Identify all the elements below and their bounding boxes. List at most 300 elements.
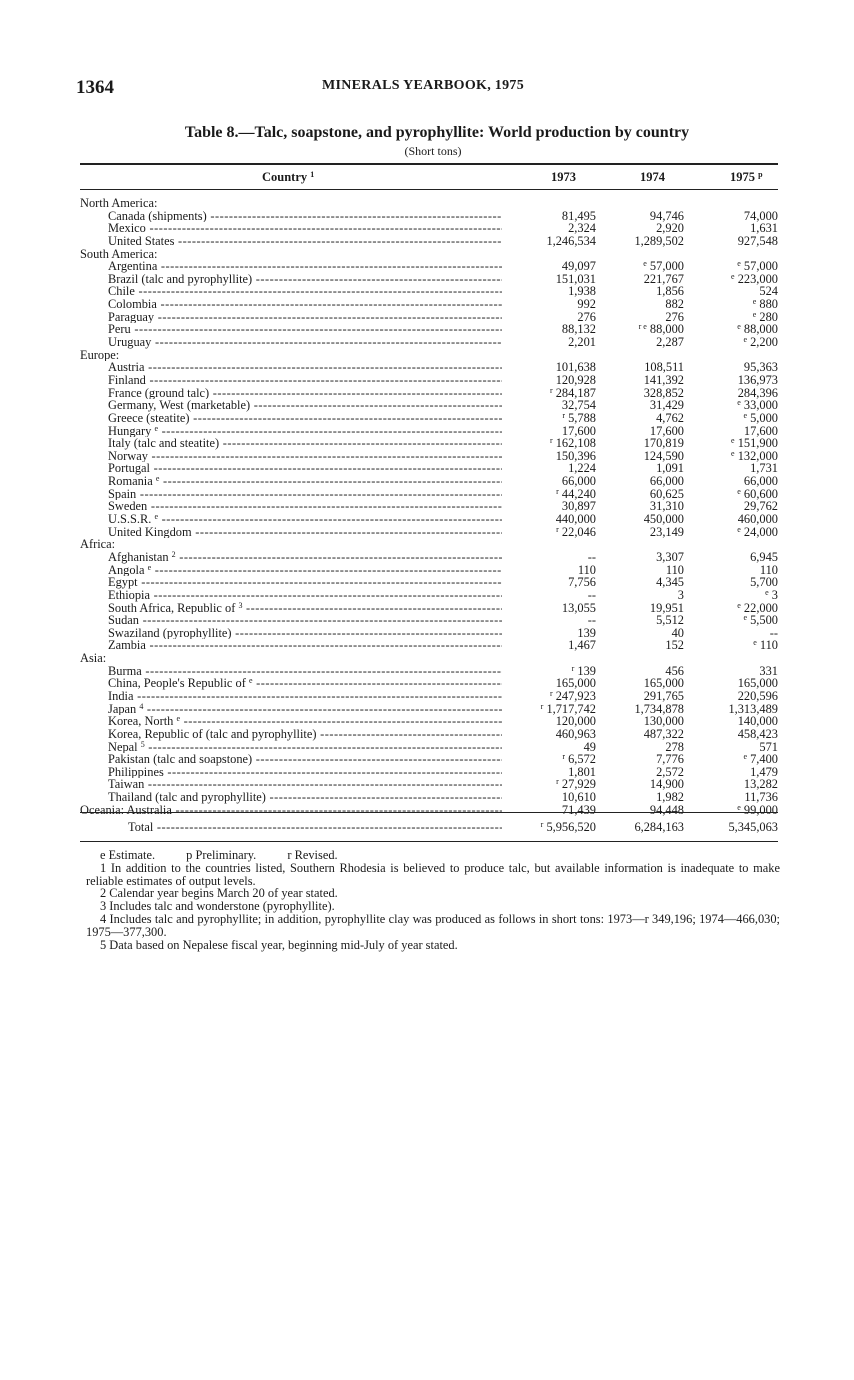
country-label	[108, 323, 502, 336]
country-label	[108, 222, 502, 235]
country-label	[108, 728, 502, 741]
value-1974	[584, 235, 684, 248]
value-note: e	[752, 297, 757, 307]
country-name: Italy (talc and steatite)	[108, 437, 220, 450]
value: 49,097	[561, 259, 596, 274]
value: 31,310	[649, 499, 684, 514]
value-note: r	[540, 701, 544, 711]
value: 1,246,534	[546, 233, 596, 248]
country-label	[108, 500, 502, 513]
country-name: Egypt	[108, 576, 138, 589]
country-label	[108, 614, 502, 627]
value-note: r	[562, 410, 565, 420]
value: 276	[665, 309, 684, 324]
country-note: 5	[140, 740, 145, 749]
value: 2,572	[656, 764, 684, 779]
table-row	[80, 526, 780, 539]
value: 1,801	[568, 764, 596, 779]
legend-revised: r Revised.	[287, 848, 338, 862]
country-name: United Kingdom	[108, 525, 192, 539]
country-label	[108, 475, 502, 488]
value: 882	[665, 297, 684, 312]
value: 66,000	[743, 474, 778, 489]
value: 280	[759, 309, 778, 324]
region-label	[80, 349, 502, 362]
country-label	[108, 387, 502, 400]
value: 40	[671, 625, 684, 640]
value: 3	[771, 587, 778, 602]
value-1975	[678, 336, 778, 349]
country-label	[108, 627, 502, 640]
country-name: Mexico	[108, 222, 146, 235]
value: 331	[759, 663, 778, 678]
value-note: e	[765, 587, 769, 597]
value: 5,700	[750, 575, 778, 590]
value: 24,000	[743, 524, 778, 539]
value: 458,423	[737, 726, 778, 741]
value: 1,734,878	[634, 701, 684, 716]
value-note: e	[737, 802, 741, 812]
value: 94,746	[649, 208, 684, 223]
country-label	[108, 639, 502, 652]
table-row	[80, 639, 780, 652]
value: 165,000	[555, 676, 596, 691]
value-note: e	[643, 259, 647, 269]
country-name: Austria	[108, 361, 145, 374]
total-label: Total -----	[128, 820, 502, 834]
region-label	[80, 538, 502, 551]
value: 927,548	[737, 233, 778, 248]
country-label	[80, 804, 502, 817]
value: 17,600	[649, 423, 684, 438]
country-name: Peru	[108, 323, 131, 337]
country-name: Argentina	[108, 260, 158, 273]
value-1975	[678, 576, 778, 589]
value: 456	[665, 663, 684, 678]
legend-estimate: e Estimate.	[100, 848, 156, 862]
country-name: North America:	[80, 197, 158, 210]
value: 2,287	[656, 335, 684, 350]
country-name: China, People's Republic of	[108, 677, 246, 690]
table-total-rule	[80, 812, 778, 813]
country-label	[108, 399, 502, 412]
value-note: e	[737, 600, 741, 610]
value: 23,149	[649, 524, 684, 539]
legend-preliminary: p Preliminary.	[186, 848, 257, 862]
country-name: Korea, Republic of (talc and pyrophyllite)	[108, 727, 317, 741]
value: 7,756	[568, 575, 596, 590]
country-name: France (ground talc)	[108, 386, 210, 400]
value: --	[769, 625, 778, 640]
value: 130,000	[643, 714, 684, 729]
country-name: Afghanistan	[108, 550, 169, 564]
value: 94,448	[649, 802, 684, 817]
footnote-4: 4 Includes talc and pyrophyllite; in addition, pyrophyllite clay was produced as follows in short tons: 1973—r 349,196; 1974—466,030; 1975—377,300.	[86, 911, 780, 939]
value: 1,717,742	[546, 701, 596, 716]
column-footnote-mark: 1	[310, 170, 315, 179]
country-label	[108, 665, 502, 678]
footnotes	[86, 849, 780, 951]
country-label	[108, 336, 502, 349]
value: 136,973	[737, 372, 778, 387]
region-label	[80, 652, 502, 665]
value: 95,363	[743, 360, 778, 375]
country-note: e	[147, 563, 152, 572]
value: 3	[677, 587, 684, 602]
value: 276	[577, 309, 596, 324]
value: 1,731	[750, 461, 778, 476]
country-name: Colombia	[108, 298, 157, 311]
value: 7,400	[750, 752, 778, 767]
table-row	[80, 576, 780, 589]
country-label	[108, 260, 502, 273]
country-label	[108, 778, 502, 791]
country-name: Brazil (talc and pyrophyllite)	[108, 272, 253, 286]
country-name: Korea, North	[108, 715, 174, 728]
country-note: 2	[171, 550, 176, 559]
country-note: e	[176, 715, 181, 724]
value: 17,600	[561, 423, 596, 438]
value: 30,897	[561, 499, 596, 514]
column-header-country	[262, 170, 314, 185]
value-note: r	[549, 436, 553, 446]
value: 120,000	[555, 714, 596, 729]
value-1973	[496, 639, 596, 652]
column-header-label: Country	[262, 170, 308, 184]
country-name: Paraguay	[108, 310, 155, 324]
value: 221,767	[643, 271, 684, 286]
value: 328,852	[643, 385, 684, 400]
value: 4,345	[656, 575, 684, 590]
value-note: e	[737, 486, 741, 496]
value: 571	[759, 739, 778, 754]
value: 33,000	[743, 398, 778, 413]
value-note: r	[562, 752, 565, 762]
country-name: Asia:	[80, 652, 107, 665]
country-name: Philippines	[108, 765, 164, 779]
value: 66,000	[561, 474, 596, 489]
country-name: Japan	[108, 702, 137, 716]
value-note: e	[743, 752, 747, 762]
value-note: e	[737, 524, 741, 534]
value-note: e	[737, 398, 741, 408]
value: 139	[577, 625, 596, 640]
value: 151,031	[555, 271, 596, 286]
table-top-rule	[80, 163, 778, 165]
country-note: e	[248, 677, 253, 686]
value-1973	[496, 336, 596, 349]
value: 101,638	[555, 360, 596, 375]
value-1973	[496, 235, 596, 248]
country-name: Romania	[108, 475, 153, 488]
value: 1,479	[750, 764, 778, 779]
value-note: e	[753, 638, 757, 648]
value-1974	[584, 576, 684, 589]
value: 110	[665, 562, 684, 577]
country-name: Zambia	[108, 639, 146, 653]
value: --	[587, 613, 596, 628]
country-label	[108, 450, 502, 463]
column-header-1973	[551, 170, 576, 185]
country-label	[108, 576, 502, 589]
value: 2,200	[750, 335, 778, 350]
country-name: Hungary	[108, 424, 152, 438]
value-note: r	[549, 688, 553, 698]
region-label	[80, 248, 502, 261]
country-label	[108, 513, 502, 526]
value: 150,396	[555, 448, 596, 463]
region-label	[80, 197, 502, 210]
country-label	[108, 361, 502, 374]
value: 5,956,520	[546, 820, 596, 834]
value: 139	[577, 663, 596, 678]
value: 4,762	[656, 410, 684, 425]
value: 151,900	[737, 436, 778, 451]
value: 165,000	[643, 676, 684, 691]
value: 110	[759, 562, 778, 577]
value: 6,572	[568, 752, 596, 767]
page-number: 1364	[76, 77, 114, 98]
value: 460,963	[555, 726, 596, 741]
value: 7,776	[656, 752, 684, 767]
value: 165,000	[737, 676, 778, 691]
country-name: Chile	[108, 285, 135, 299]
country-label	[108, 488, 502, 501]
value: 132,000	[737, 448, 778, 463]
table-body	[80, 197, 780, 816]
value-1973	[496, 804, 596, 817]
value: 31,429	[649, 398, 684, 413]
value: 3,307	[656, 549, 684, 564]
country-name: Greece (steatite)	[108, 411, 190, 425]
value: 74,000	[743, 208, 778, 223]
country-label	[108, 462, 502, 475]
value-note: r	[540, 820, 544, 829]
footnote-2: 2 Calendar year begins March 20 of year stated.	[100, 886, 338, 901]
country-label	[108, 273, 502, 286]
total-row	[80, 820, 780, 834]
footnote-legend	[86, 849, 780, 862]
country-name: Angola	[108, 563, 145, 577]
value: 5,512	[656, 613, 684, 628]
value: 1,856	[656, 284, 684, 299]
value: 278	[665, 739, 684, 754]
country-name: United States	[108, 234, 175, 248]
value: 1,224	[568, 461, 596, 476]
country-label	[108, 602, 502, 615]
value: 170,819	[643, 436, 684, 451]
value: 27,929	[561, 777, 596, 792]
footnote-5: 5 Data based on Nepalese fiscal year, beginning mid-July of year stated.	[100, 937, 458, 952]
value-note: e	[743, 410, 747, 420]
value: 22,046	[561, 524, 596, 539]
value-note: r	[556, 524, 559, 534]
value: 108,511	[644, 360, 684, 375]
country-label	[108, 298, 502, 311]
country-label	[108, 564, 502, 577]
value: 450,000	[643, 512, 684, 527]
column-footnote-mark: p	[758, 170, 763, 179]
country-name: South America:	[80, 247, 158, 261]
table-bottom-rule	[80, 841, 778, 842]
value-1974	[584, 639, 684, 652]
value-1975	[678, 235, 778, 248]
value: 880	[759, 297, 778, 312]
column-header-1975	[730, 170, 763, 185]
value-note: e	[731, 448, 735, 458]
column-header-label: 1973	[551, 170, 576, 184]
value-note: r	[556, 486, 559, 496]
country-label	[108, 526, 502, 539]
country-label	[108, 551, 502, 564]
total-1974: 6,284,163	[634, 820, 684, 834]
total-1975: 5,345,063	[728, 820, 778, 834]
table-subtitle: (Short tons)	[404, 144, 462, 158]
value: 11,736	[744, 790, 778, 805]
value: 440,000	[555, 512, 596, 527]
value-1973	[496, 602, 596, 615]
country-label	[108, 235, 502, 248]
country-label	[108, 741, 502, 754]
value: 2,324	[568, 221, 596, 236]
value: 460,000	[737, 512, 778, 527]
country-label	[108, 690, 502, 703]
value: 88,132	[561, 322, 596, 337]
country-label	[108, 285, 502, 298]
value-1974	[584, 614, 684, 627]
country-label	[108, 677, 502, 690]
country-label	[108, 437, 502, 450]
value: 17,600	[743, 423, 778, 438]
value: 1,289,502	[634, 233, 684, 248]
country-label	[108, 589, 502, 602]
value: 152	[665, 638, 684, 653]
table-row	[80, 804, 780, 817]
table-title: Table 8.—Talc, soapstone, and pyrophyllite: World production by country	[184, 124, 690, 141]
value: 60,600	[743, 486, 778, 501]
value: 19,951	[649, 600, 684, 615]
value: 88,000	[743, 322, 778, 337]
value: 1,938	[568, 284, 596, 299]
value-1975	[678, 639, 778, 652]
country-note: e	[154, 513, 159, 522]
country-name: Uruguay	[108, 336, 152, 349]
value: 99,000	[743, 802, 778, 817]
table-row	[80, 336, 780, 349]
country-name: Portugal	[108, 462, 150, 476]
value: 110	[759, 638, 778, 653]
column-header-1974	[640, 170, 665, 185]
country-label	[108, 715, 502, 728]
value: 49	[583, 739, 596, 754]
value-1975	[678, 526, 778, 539]
value: 5,788	[568, 410, 596, 425]
value: 71,439	[561, 802, 596, 817]
value-1974	[584, 804, 684, 817]
value: 220,596	[737, 688, 778, 703]
country-name: Sudan	[108, 614, 139, 627]
value: 1,313,489	[728, 701, 778, 716]
value: 247,923	[555, 688, 596, 703]
value: 124,590	[643, 448, 684, 463]
value: 2,201	[568, 335, 596, 350]
country-name: India	[108, 689, 134, 703]
country-note: e	[155, 475, 160, 484]
country-label	[108, 766, 502, 779]
value: 13,282	[743, 777, 778, 792]
value: 57,000	[743, 259, 778, 274]
value-note: e	[731, 436, 735, 446]
value: 6,945	[750, 549, 778, 564]
country-name: Thailand (talc and pyrophyllite)	[108, 791, 266, 804]
value: 22,000	[743, 600, 778, 615]
country-name: Norway	[108, 449, 148, 463]
value-note: r	[571, 663, 575, 673]
running-head: MINERALS YEARBOOK, 1975	[322, 78, 525, 93]
country-name: Germany, West (marketable)	[108, 399, 251, 412]
country-name: Ethiopia	[108, 588, 150, 602]
value-1975	[678, 804, 778, 817]
column-header-label: 1975	[730, 170, 755, 184]
value: 10,610	[561, 790, 596, 805]
value: 524	[759, 284, 778, 299]
table-row	[80, 235, 780, 248]
value-note: e	[731, 271, 735, 281]
value: 992	[577, 297, 596, 312]
country-name: Oceania: Australia	[80, 803, 172, 817]
value: 2,920	[656, 221, 684, 236]
value: 141,392	[643, 372, 684, 387]
value-note: r	[556, 777, 559, 787]
value-note: e	[752, 309, 757, 319]
value: 223,000	[737, 271, 778, 286]
country-label	[108, 210, 502, 223]
value-1973	[496, 526, 596, 539]
value: 66,000	[649, 474, 684, 489]
value: 487,322	[643, 726, 684, 741]
value: 5,000	[750, 410, 778, 425]
value: 13,055	[561, 600, 596, 615]
value: 291,765	[643, 688, 684, 703]
country-label	[108, 791, 502, 804]
value: 1,631	[750, 221, 778, 236]
country-label	[108, 425, 502, 438]
value: 110	[577, 562, 596, 577]
country-note: 4	[139, 702, 144, 711]
value: 5,500	[750, 613, 778, 628]
country-note: 3	[238, 601, 243, 610]
value: 162,108	[555, 436, 596, 451]
value-1973	[496, 576, 596, 589]
value: 140,000	[737, 714, 778, 729]
value: 1,091	[656, 461, 684, 476]
country-name: Sweden	[108, 500, 148, 514]
value: 88,000	[649, 322, 684, 337]
value: --	[587, 549, 596, 564]
value-1973	[496, 728, 596, 741]
value: 284,187	[555, 385, 596, 400]
value: 14,900	[649, 777, 684, 792]
value-note: r e	[638, 322, 647, 332]
country-label	[108, 412, 502, 425]
value: 57,000	[649, 259, 684, 274]
value: 32,754	[561, 398, 596, 413]
value: 81,495	[561, 208, 596, 223]
country-name: Europe:	[80, 348, 120, 362]
country-label	[108, 311, 502, 324]
country-name: Finland	[108, 373, 146, 387]
value-note: e	[743, 335, 747, 345]
